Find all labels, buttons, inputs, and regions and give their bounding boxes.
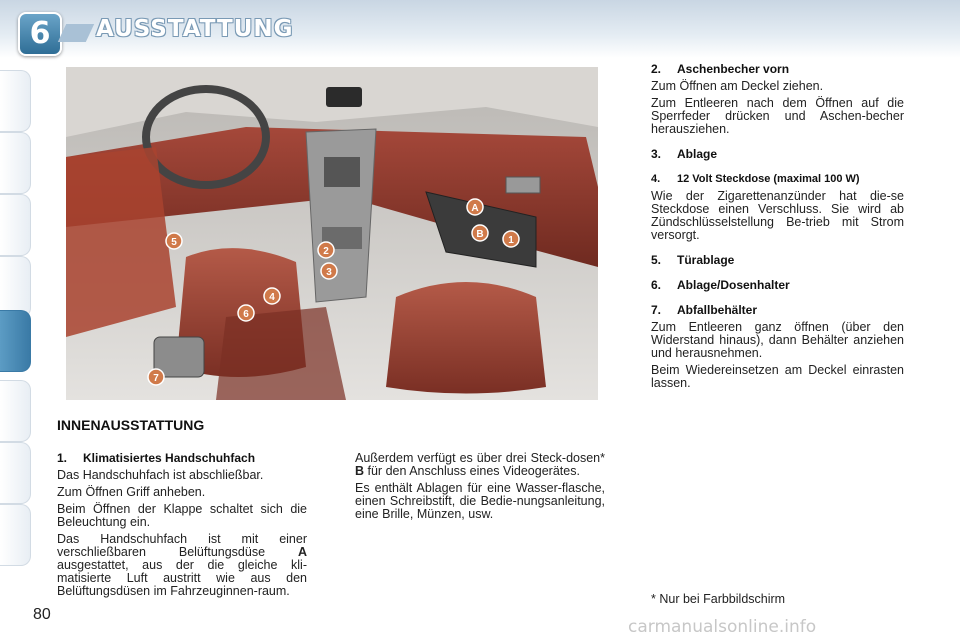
chapter-tab-7[interactable] bbox=[0, 380, 31, 442]
center-vents bbox=[324, 157, 360, 187]
callout-5 bbox=[166, 233, 182, 249]
chapter-tabs bbox=[0, 70, 30, 570]
item-heading-6 bbox=[651, 279, 904, 292]
callout-3 bbox=[321, 263, 337, 279]
paragraph: Zum Öffnen Griff anheben. bbox=[57, 485, 206, 499]
chapter-tab-9[interactable] bbox=[0, 504, 31, 566]
item-number: 7. bbox=[651, 303, 662, 317]
item-heading-4 bbox=[651, 173, 904, 186]
chapter-tab-6-active[interactable] bbox=[0, 310, 31, 372]
item-number: 6. bbox=[651, 278, 662, 292]
rear-console bbox=[216, 307, 346, 400]
left-text-column bbox=[57, 452, 307, 602]
item-heading-1 bbox=[57, 452, 307, 465]
section-heading: INNENAUSSTATTUNG bbox=[57, 417, 205, 433]
paragraph: Beim Wiedereinsetzen am Deckel einrasten lassen. bbox=[651, 363, 904, 390]
right-text-column bbox=[651, 63, 904, 394]
text-run: ausgestattet, aus der die gleiche kli-matisierte Luft austritt wie aus den Belüftungsdüsen im Fahrzeuginnen-raum. bbox=[57, 558, 307, 598]
callout-label: A bbox=[471, 203, 479, 214]
paragraph bbox=[57, 533, 307, 598]
item-number: 2. bbox=[651, 62, 662, 76]
chapter-tab-4[interactable] bbox=[0, 256, 31, 318]
reference-letter: B bbox=[355, 464, 365, 478]
paragraph: Wie der Zigarettenanzünder hat die-se Steckdose einen Verschluss. Sie wird ab Zündschlüsselstellung Be-trieb mit Strom versorgt. bbox=[651, 189, 904, 242]
chapter-tab-8[interactable] bbox=[0, 442, 31, 504]
item-title: Abfallbehälter bbox=[677, 303, 758, 317]
footnote: * Nur bei Farbbildschirm bbox=[651, 592, 786, 606]
item-number: 4. bbox=[651, 173, 661, 185]
door-panel bbox=[66, 147, 176, 337]
item-title: Aschenbecher vorn bbox=[677, 62, 790, 76]
callout-label: 6 bbox=[243, 309, 249, 320]
callout-label: 1 bbox=[508, 235, 514, 246]
item-title: 12 Volt Steckdose (maximal 100 W) bbox=[677, 173, 860, 185]
paragraph: Es enthält Ablagen für eine Wasser-flasche, einen Schreibstift, die Bedie-nungsanleitung, eine Brille, Münzen, usw. bbox=[355, 481, 605, 521]
page-number: 80 bbox=[33, 606, 51, 623]
reference-letter: A bbox=[297, 545, 307, 559]
callout-label: B bbox=[476, 229, 484, 240]
item-heading-3 bbox=[651, 148, 904, 161]
callout-label: 4 bbox=[269, 292, 275, 303]
center-display bbox=[326, 87, 362, 107]
chapter-tab-2[interactable] bbox=[0, 132, 31, 194]
item-number: 1. bbox=[57, 451, 68, 465]
paragraph: Zum Öffnen am Deckel ziehen. bbox=[651, 79, 824, 93]
middle-text-column bbox=[355, 452, 605, 525]
item-title: Ablage/Dosenhalter bbox=[677, 278, 790, 292]
passenger-seat bbox=[386, 282, 546, 394]
paragraph bbox=[355, 452, 605, 478]
item-heading-5 bbox=[651, 254, 904, 267]
item-title: Klimatisiertes Handschuhfach bbox=[83, 451, 256, 465]
callout-label: 2 bbox=[323, 246, 329, 257]
text-run: Außerdem verfügt es über drei Steck-dosen* bbox=[355, 451, 605, 465]
callout-2 bbox=[318, 242, 334, 258]
text-run: Das Handschuhfach ist mit einer verschließbaren Belüftungsdüse bbox=[57, 532, 307, 559]
callout-A bbox=[467, 199, 483, 215]
paragraph: Zum Entleeren nach dem Öffnen auf die Sperrfeder drücken und Aschen-becher herausziehen. bbox=[651, 96, 904, 136]
callout-B bbox=[472, 225, 488, 241]
watermark: carmanualsonline.info bbox=[628, 617, 817, 637]
item-title: Ablage bbox=[677, 147, 718, 161]
item-number: 3. bbox=[651, 147, 662, 161]
interior-illustration bbox=[66, 67, 598, 400]
item-heading-2 bbox=[651, 63, 904, 76]
callout-6 bbox=[238, 305, 254, 321]
center-console bbox=[306, 129, 376, 302]
chapter-tab-3[interactable] bbox=[0, 194, 31, 256]
callout-7 bbox=[148, 369, 164, 385]
callout-4 bbox=[264, 288, 280, 304]
callout-label: 5 bbox=[171, 237, 177, 248]
chapter-tab-1[interactable] bbox=[0, 70, 31, 132]
item-number: 5. bbox=[651, 253, 662, 267]
paragraph: Zum Entleeren ganz öffnen (über den Widerstand hinaus), dann Behälter anziehen und herausnehmen. bbox=[651, 320, 904, 360]
chapter-number-badge: 6 bbox=[18, 12, 62, 56]
item-title: Türablage bbox=[677, 253, 735, 267]
chapter-title: AUSSTATTUNG bbox=[96, 16, 294, 42]
paragraph: Das Handschuhfach ist abschließbar. bbox=[57, 468, 264, 482]
callout-1 bbox=[503, 231, 519, 247]
paragraph: Beim Öffnen der Klappe schaltet sich die Beleuchtung ein. bbox=[57, 502, 307, 529]
item-heading-7 bbox=[651, 304, 904, 317]
text-run: für den Anschluss eines Videogerätes. bbox=[364, 464, 580, 478]
callout-label: 7 bbox=[153, 373, 159, 384]
callout-label: 3 bbox=[326, 267, 332, 278]
passenger-vent bbox=[506, 177, 540, 193]
